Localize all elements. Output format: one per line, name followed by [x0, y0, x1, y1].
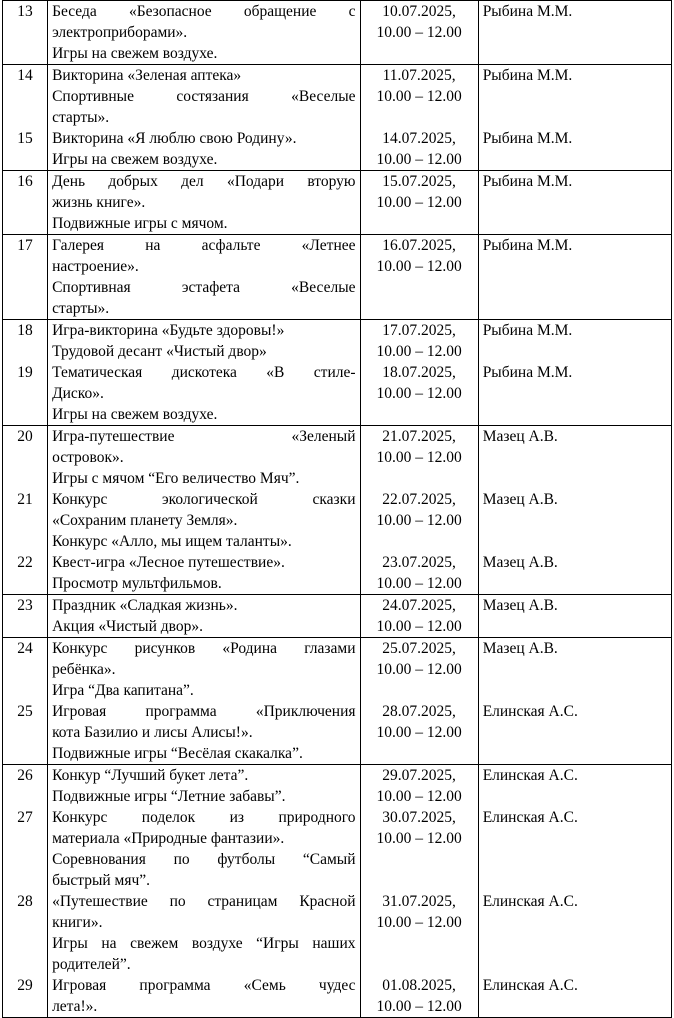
event-cell	[48, 426, 360, 490]
responsible-person: Рыбина М.М.	[478, 171, 671, 235]
event-date: 18.07.2025,	[382, 364, 456, 381]
event-cell	[48, 975, 360, 1018]
event-date: 10.07.2025,	[382, 3, 456, 20]
event-time: 10.00 – 12.00	[376, 618, 462, 635]
responsible-person: Рыбина М.М.	[478, 128, 671, 171]
table-row	[3, 426, 672, 490]
row-number: 25	[3, 701, 48, 765]
event-line: «Путешествие по страницам Красной	[52, 893, 356, 910]
event-cell	[48, 765, 360, 808]
date-cell	[360, 362, 478, 426]
event-line: Игровая программа «Приключения	[52, 703, 356, 720]
table-row	[3, 552, 672, 595]
row-number: 18	[3, 320, 48, 363]
event-line: Конкурс поделок из природного	[52, 809, 356, 826]
event-date: 29.07.2025,	[382, 767, 456, 784]
table-row	[3, 1, 672, 65]
event-line: жизнь книге».	[52, 194, 146, 211]
event-cell	[48, 552, 360, 595]
event-line: лета!».	[52, 998, 98, 1015]
row-number: 19	[3, 362, 48, 426]
event-time: 10.00 – 12.00	[376, 151, 462, 168]
responsible-person: Рыбина М.М.	[478, 320, 671, 363]
event-time: 10.00 – 12.00	[376, 258, 462, 275]
event-line: Тематическая дискотека «В стиле-	[52, 364, 356, 381]
event-cell	[48, 807, 360, 891]
table-row	[3, 128, 672, 171]
event-line: Игры на свежем воздухе.	[52, 45, 218, 62]
event-line: Игры на свежем воздухе “Игры наших	[52, 935, 356, 952]
event-line: Соревнования по футболы “Самый	[52, 851, 356, 868]
event-line: Акция «Чистый двор».	[52, 618, 203, 635]
responsible-person: Елинская А.С.	[478, 891, 671, 975]
date-cell	[360, 320, 478, 363]
row-number: 28	[3, 891, 48, 975]
event-line: ребёнка».	[52, 661, 116, 678]
date-cell	[360, 807, 478, 891]
event-time: 10.00 – 12.00	[376, 661, 462, 678]
event-date: 31.07.2025,	[382, 893, 456, 910]
event-line: Игры с мячом “Его величество Мяч”.	[52, 470, 300, 487]
event-line: «Сохраним планету Земля».	[52, 512, 238, 529]
row-number: 27	[3, 807, 48, 891]
event-line: настроение».	[52, 258, 139, 275]
event-line: кота Базилио и лисы Алисы!».	[52, 724, 253, 741]
date-cell	[360, 975, 478, 1018]
event-line: электроприборами».	[52, 24, 188, 41]
event-time: 10.00 – 12.00	[376, 194, 462, 211]
responsible-person: Мазец А.В.	[478, 489, 671, 552]
event-line: Конкурс рисунков «Родина глазами	[52, 640, 356, 657]
date-cell	[360, 128, 478, 171]
responsible-person: Елинская А.С.	[478, 701, 671, 765]
row-number: 29	[3, 975, 48, 1018]
row-number: 22	[3, 552, 48, 595]
event-line: Беседа «Безопасное обращение с	[52, 3, 356, 20]
event-line: Трудовой десант «Чистый двор»	[52, 343, 267, 360]
date-cell	[360, 765, 478, 808]
row-number: 14	[3, 65, 48, 129]
responsible-person: Рыбина М.М.	[478, 235, 671, 320]
table-row	[3, 975, 672, 1018]
row-number: 21	[3, 489, 48, 552]
date-cell	[360, 891, 478, 975]
date-cell	[360, 171, 478, 235]
responsible-person: Елинская А.С.	[478, 807, 671, 891]
event-cell	[48, 235, 360, 320]
event-cell	[48, 65, 360, 129]
table-row	[3, 320, 672, 363]
event-time: 10.00 – 12.00	[376, 88, 462, 105]
date-cell	[360, 65, 478, 129]
event-time: 10.00 – 12.00	[376, 998, 462, 1015]
date-cell	[360, 489, 478, 552]
event-line: Игра “Два капитана”.	[52, 682, 194, 699]
event-time: 10.00 – 12.00	[376, 449, 462, 466]
schedule-table	[2, 0, 672, 1018]
responsible-person: Мазец А.В.	[478, 552, 671, 595]
event-date: 28.07.2025,	[382, 703, 456, 720]
row-number: 23	[3, 595, 48, 638]
event-date: 22.07.2025,	[382, 491, 456, 508]
event-line: Подвижные игры “Весёлая скакалка”.	[52, 745, 303, 762]
responsible-person: Мазец А.В.	[478, 638, 671, 702]
responsible-person: Мазец А.В.	[478, 426, 671, 490]
date-cell	[360, 595, 478, 638]
event-time: 10.00 – 12.00	[376, 724, 462, 741]
event-cell	[48, 362, 360, 426]
event-cell	[48, 595, 360, 638]
responsible-person: Мазец А.В.	[478, 595, 671, 638]
date-cell	[360, 701, 478, 765]
event-cell	[48, 1, 360, 65]
event-line: островок».	[52, 449, 124, 466]
row-number: 17	[3, 235, 48, 320]
event-line: Викторина «Зеленая аптека»	[52, 67, 242, 84]
event-line: быстрый мяч”.	[52, 872, 151, 889]
event-line: материала «Природные фантазии».	[52, 830, 285, 847]
event-line: Игры на свежем воздухе.	[52, 151, 218, 168]
event-date: 15.07.2025,	[382, 173, 456, 190]
event-cell	[48, 891, 360, 975]
event-date: 16.07.2025,	[382, 237, 456, 254]
responsible-person: Рыбина М.М.	[478, 1, 671, 65]
event-line: старты».	[52, 300, 110, 317]
event-time: 10.00 – 12.00	[376, 914, 462, 931]
table-row	[3, 638, 672, 702]
event-time: 10.00 – 12.00	[376, 575, 462, 592]
event-line: Праздник «Сладкая жизнь».	[52, 597, 238, 614]
table-row	[3, 807, 672, 891]
event-cell	[48, 638, 360, 702]
event-line: Спортивная эстафета «Веселые	[52, 279, 356, 296]
event-time: 10.00 – 12.00	[376, 24, 462, 41]
event-cell	[48, 320, 360, 363]
row-number: 26	[3, 765, 48, 808]
responsible-person: Елинская А.С.	[478, 975, 671, 1018]
event-cell	[48, 171, 360, 235]
event-cell	[48, 489, 360, 552]
event-date: 17.07.2025,	[382, 322, 456, 339]
event-line: Конкурс экологической сказки	[52, 491, 356, 508]
event-line: старты».	[52, 109, 110, 126]
event-date: 14.07.2025,	[382, 130, 456, 147]
date-cell	[360, 1, 478, 65]
event-line: Игры на свежем воздухе.	[52, 406, 218, 423]
event-line: День добрых дел «Подари вторую	[52, 173, 356, 190]
date-cell	[360, 235, 478, 320]
date-cell	[360, 552, 478, 595]
table-row	[3, 489, 672, 552]
event-line: Конкурс «Алло, мы ищем таланты».	[52, 533, 292, 550]
event-line: Игра-викторина «Будьте здоровы!»	[52, 322, 285, 339]
event-date: 25.07.2025,	[382, 640, 456, 657]
schedule-body	[3, 1, 672, 1018]
event-line: Подвижные игры с мячом.	[52, 215, 228, 232]
table-row	[3, 235, 672, 320]
event-time: 10.00 – 12.00	[376, 512, 462, 529]
event-time: 10.00 – 12.00	[376, 385, 462, 402]
event-line: Игра-путешествие «Зеленый	[52, 428, 356, 445]
event-cell	[48, 701, 360, 765]
event-line: Диско».	[52, 385, 104, 402]
event-line: Игровая программа «Семь чудес	[52, 977, 356, 994]
event-line: Подвижные игры “Летние забавы”.	[52, 788, 286, 805]
table-row	[3, 171, 672, 235]
event-time: 10.00 – 12.00	[376, 830, 462, 847]
event-line: Спортивные состязания «Веселые	[52, 88, 356, 105]
event-line: книги».	[52, 914, 103, 931]
table-row	[3, 362, 672, 426]
date-cell	[360, 638, 478, 702]
row-number: 16	[3, 171, 48, 235]
event-time: 10.00 – 12.00	[376, 788, 462, 805]
table-row	[3, 701, 672, 765]
event-time: 10.00 – 12.00	[376, 343, 462, 360]
event-line: Галерея на асфальте «Летнее	[52, 237, 356, 254]
table-row	[3, 891, 672, 975]
event-cell	[48, 128, 360, 171]
row-number: 20	[3, 426, 48, 490]
table-row	[3, 765, 672, 808]
responsible-person: Рыбина М.М.	[478, 362, 671, 426]
event-date: 11.07.2025,	[382, 67, 456, 84]
row-number: 15	[3, 128, 48, 171]
event-line: Викторина «Я люблю свою Родину».	[52, 130, 297, 147]
date-cell	[360, 426, 478, 490]
table-row	[3, 595, 672, 638]
responsible-person: Елинская А.С.	[478, 765, 671, 808]
event-date: 21.07.2025,	[382, 428, 456, 445]
event-date: 24.07.2025,	[382, 597, 456, 614]
table-row	[3, 65, 672, 129]
event-date: 30.07.2025,	[382, 809, 456, 826]
event-line: Просмотр мультфильмов.	[52, 575, 222, 592]
row-number: 13	[3, 1, 48, 65]
event-line: Квест-игра «Лесное путешествие».	[52, 554, 285, 571]
event-date: 01.08.2025,	[382, 977, 456, 994]
event-line: Конкур “Лучший букет лета”.	[52, 767, 249, 784]
event-date: 23.07.2025,	[382, 554, 456, 571]
event-line: родителей”.	[52, 956, 131, 973]
row-number: 24	[3, 638, 48, 702]
responsible-person: Рыбина М.М.	[478, 65, 671, 129]
